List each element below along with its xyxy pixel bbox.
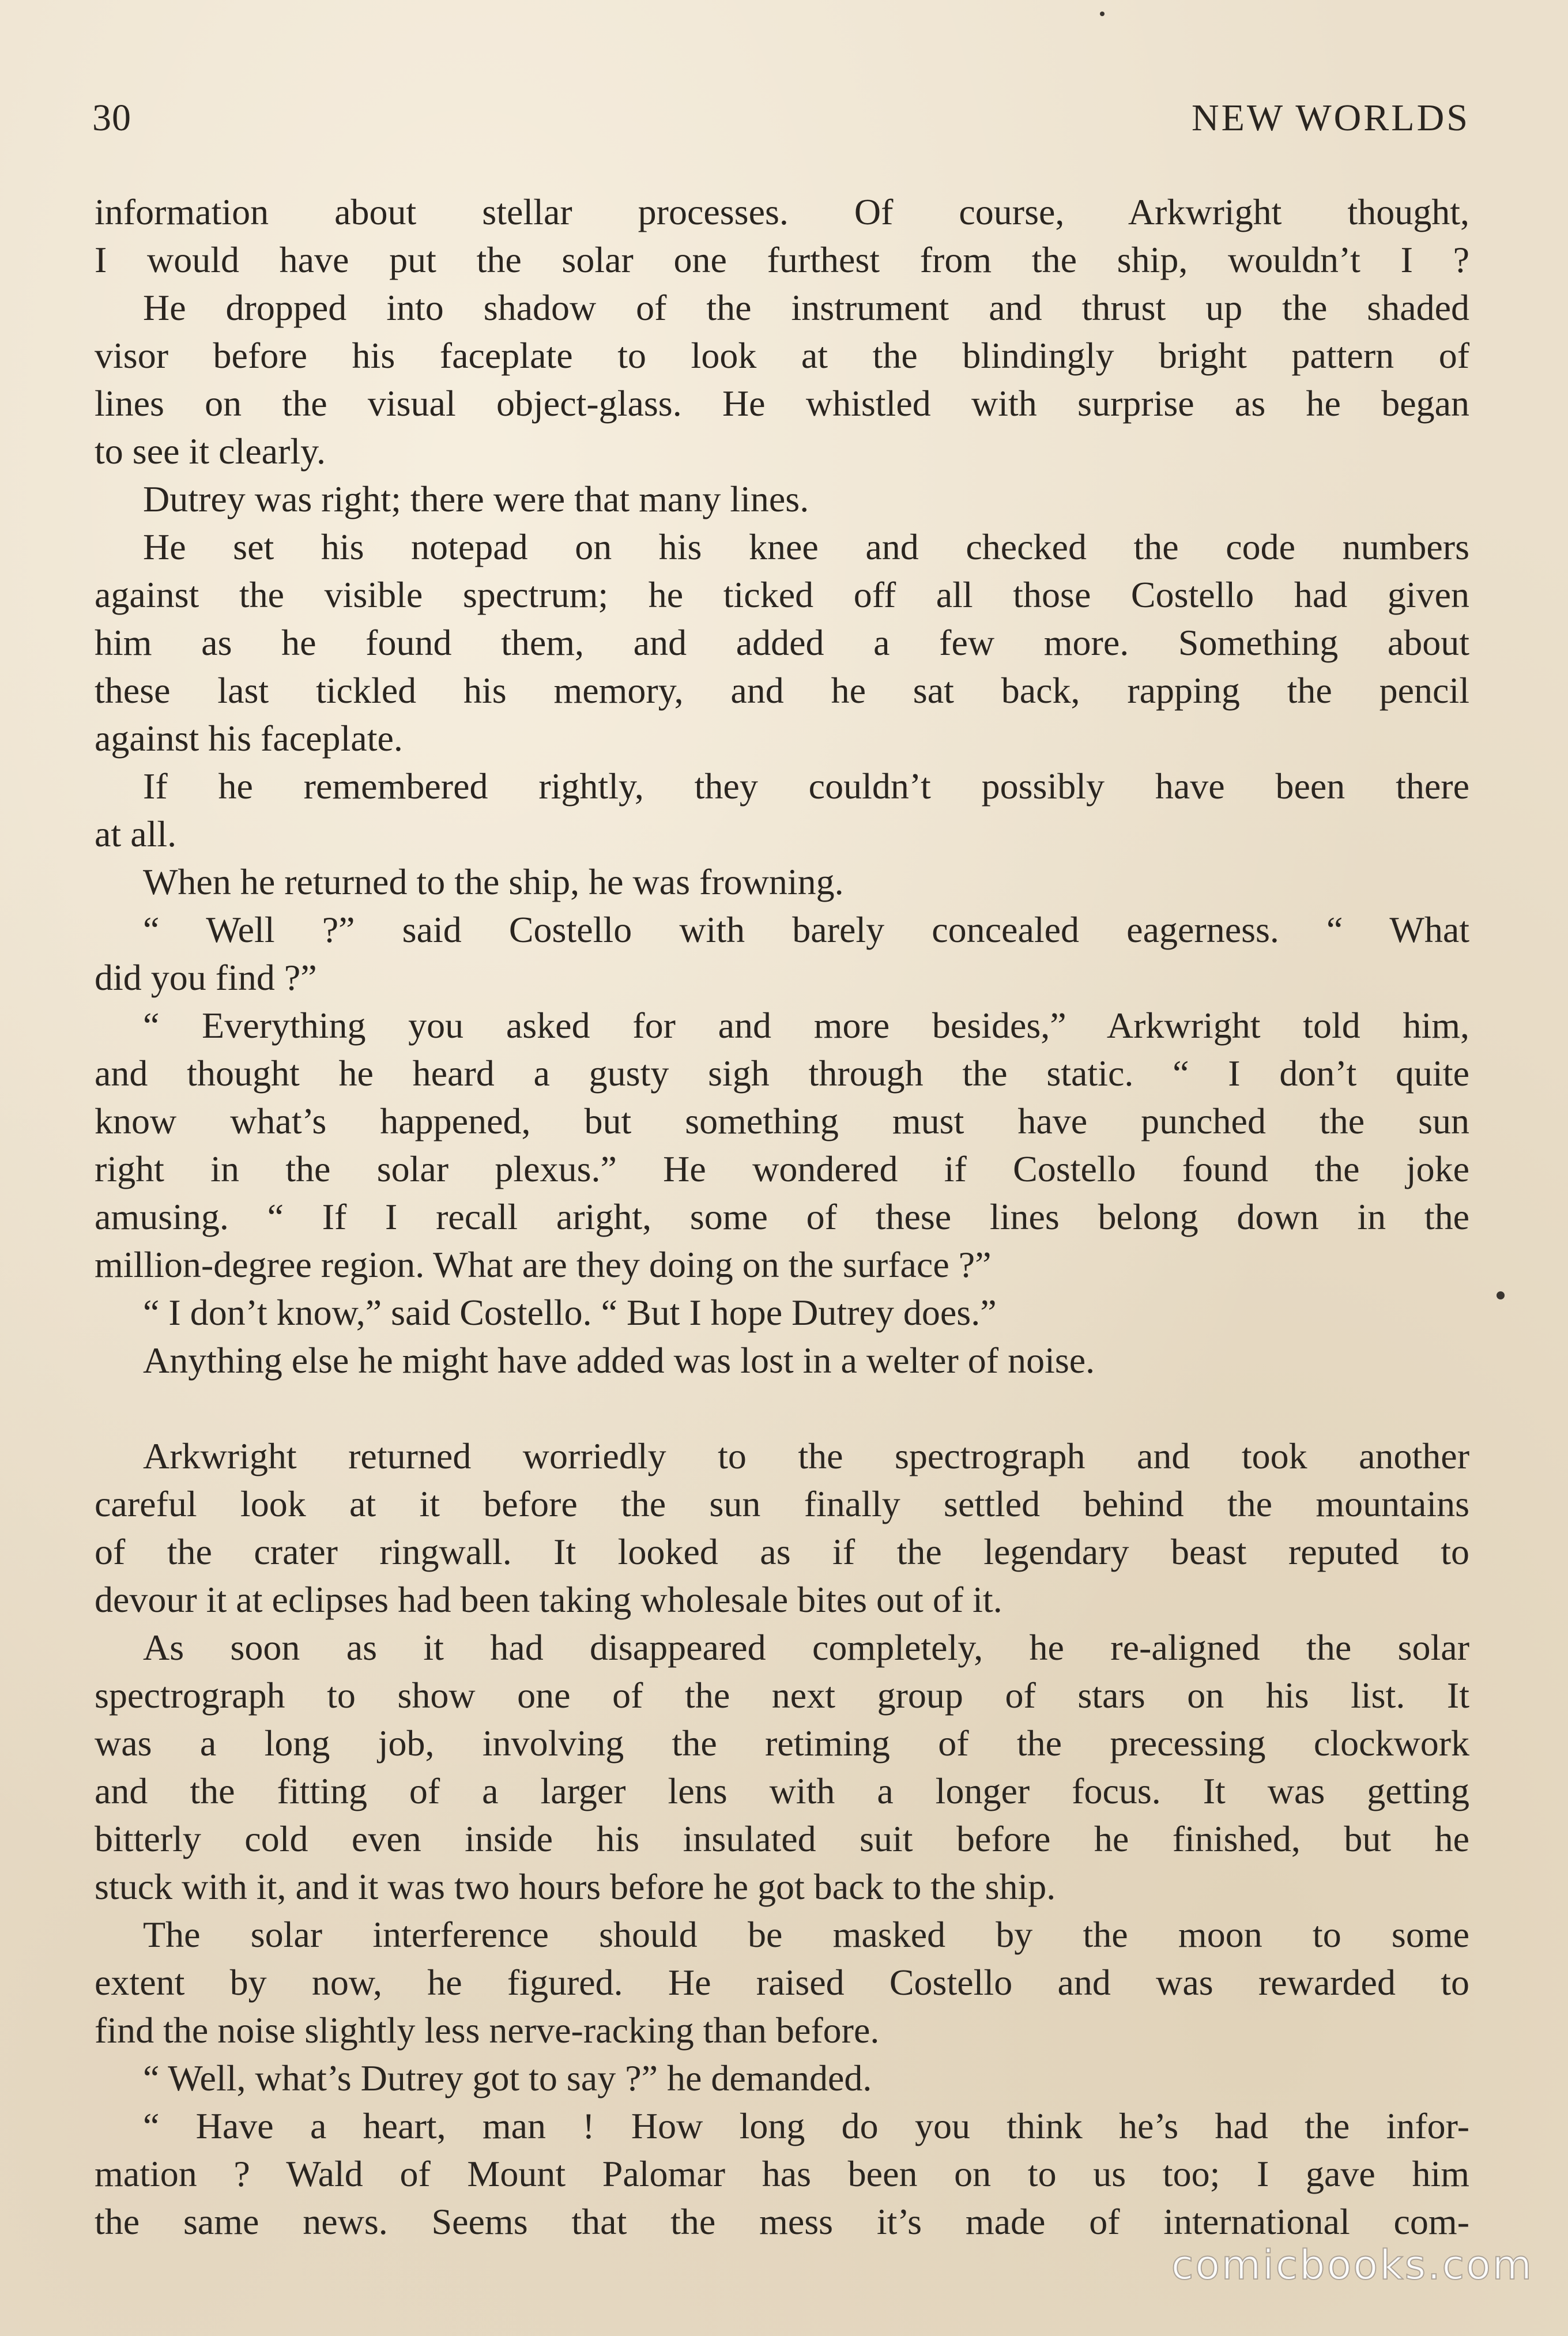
text-line: the same news. Seems that the mess it’s made of international com- [95,2201,1469,2242]
text-line: against the visible spectrum; he ticked off all those Costello had given [95,574,1469,615]
text-line: “ Everything you asked for and more besides,” Arkwright told him, [143,1005,1469,1046]
text-line: these last tickled his memory, and he sat back, rapping the pencil [95,670,1469,711]
page-number: 30 [92,97,131,139]
text-line: to see it clearly. [95,431,326,472]
text-line: extent by now, he figured. He raised Costello and was rewarded to [95,1962,1469,2003]
text-line: against his faceplate. [95,718,403,759]
section-break [95,1384,1469,1432]
text-line: Arkwright returned worriedly to the spectrograph and took another [143,1435,1469,1476]
text-line: at all. [95,813,177,854]
ink-speck [1497,1291,1505,1299]
text-line: of the crater ringwall. It looked as if the legendary beast reputed to [95,1531,1469,1572]
ink-speck [1100,12,1105,16]
text-line: careful look at it before the sun finally settled behind the mountains [95,1483,1469,1524]
text-line: As soon as it had disappeared completely, he re-aligned the solar [143,1627,1469,1668]
text-line: right in the solar plexus.” He wondered if Costello found the joke [95,1148,1469,1189]
text-line: “ Have a heart, man ! How long do you think he’s had the infor- [143,2105,1469,2146]
text-line: He dropped into shadow of the instrument and thrust up the shaded [143,287,1469,328]
text-line: bitterly cold even inside his insulated suit before he finished, but he [95,1818,1469,1859]
text-line: Dutrey was right; there were that many lines. [143,478,809,519]
watermark: comicbooks.com [1171,2241,1533,2289]
text-line: “ I don’t know,” said Costello. “ But I hope Dutrey does.” [143,1292,997,1333]
text-line: lines on the visual object-glass. He whistled with surprise as he began [95,383,1469,424]
text-line: mation ? Wald of Mount Palomar has been on to us too; I gave him [95,2153,1469,2194]
text-line: find the noise slightly less nerve-racking than before. [95,2010,880,2051]
text-line: amusing. “ If I recall aright, some of these lines belong down in the [95,1196,1469,1237]
text-line: Anything else he might have added was lost in a welter of noise. [143,1340,1095,1381]
text-line: I would have put the solar one furthest from the ship, wouldn’t I ? [95,239,1469,280]
text-line: million-degree region. What are they doing on the surface ?” [95,1244,992,1285]
text-line: visor before his faceplate to look at the blindingly bright pattern of [95,335,1469,376]
text-line: “ Well ?” said Costello with barely concealed eagerness. “ What [143,909,1469,950]
text-line: him as he found them, and added a few more. Something about [95,622,1469,663]
text-line: He set his notepad on his knee and checked the code numbers [143,526,1469,567]
text-line: spectrograph to show one of the next group of stars on his list. It [95,1675,1469,1716]
text-line: If he remembered rightly, they couldn’t possibly have been there [143,766,1469,807]
text-line: did you find ?” [95,957,317,998]
running-title: NEW WORLDS [1191,97,1470,139]
text-line: “ Well, what’s Dutrey got to say ?” he demanded. [143,2058,872,2098]
text-line: stuck with it, and it was two hours before he got back to the ship. [95,1866,1056,1907]
body-text [95,188,1469,2245]
text-line: and thought he heard a gusty sigh through the static. “ I don’t quite [95,1053,1469,1094]
text-line: was a long job, involving the retiming of the precessing clockwork [95,1723,1469,1764]
page-header [92,86,1470,150]
text-line: know what’s happened, but something must have punched the sun [95,1101,1469,1141]
text-line: and the fitting of a larger lens with a longer focus. It was getting [95,1770,1469,1811]
text-line: information about stellar processes. Of course, Arkwright thought, [95,191,1469,232]
text-line: devour it at eclipses had been taking wholesale bites out of it. [95,1579,1002,1620]
text-line: When he returned to the ship, he was frowning. [143,861,844,902]
text-line: The solar interference should be masked by the moon to some [143,1914,1469,1955]
